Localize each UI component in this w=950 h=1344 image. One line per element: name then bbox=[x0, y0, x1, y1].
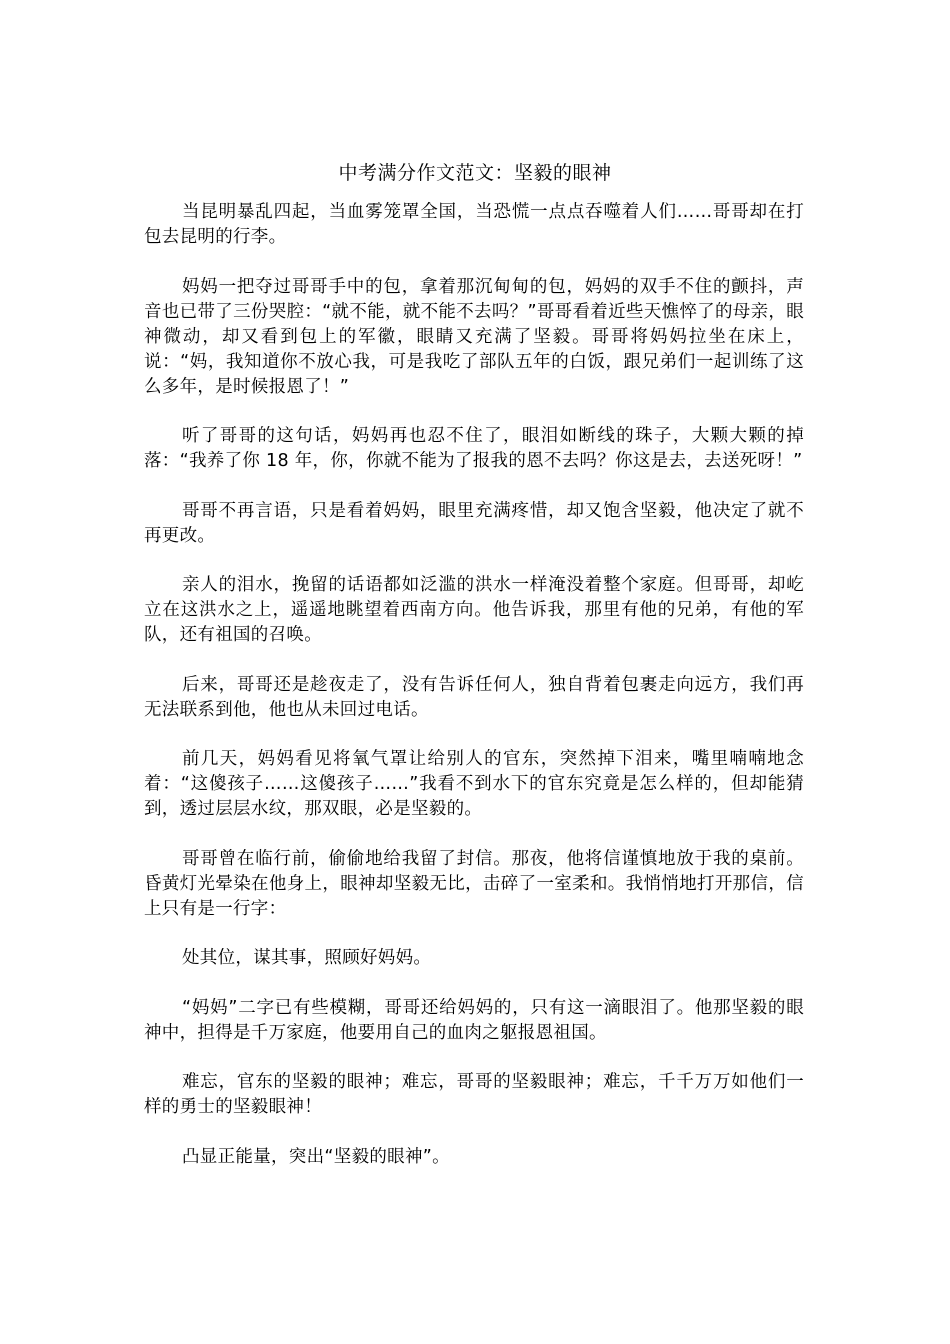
paragraph: 亲人的泪水，挽留的话语都如泛滥的洪水一样淹没着整个家庭。但哥哥，却屹立在这洪水之上，遥遥地眺望着西南方向。他告诉我，那里有他的兄弟，有他的军队，还有祖国的召唤。 bbox=[144, 575, 804, 645]
paragraph: 凸显正能量，突出“坚毅的眼神”。 bbox=[182, 1146, 450, 1167]
paragraph: 后来，哥哥还是趁夜走了，没有告诉任何人，独自背着包裹走向远方，我们再无法联系到他，他也从未回过电话。 bbox=[144, 674, 804, 720]
paragraph: 处其位，谋其事，照顾好妈妈。 bbox=[182, 948, 432, 968]
paragraph: “妈妈”二字已有些模糊，哥哥还给妈妈的，只有这一滴眼泪了。他那坚毅的眼神中，担得是千万家庭，他要用自己的血肉之躯报恩祖国。 bbox=[144, 997, 804, 1043]
paragraph: 哥哥曾在临行前，偷偷地给我留了封信。那夜，他将信谨慎地放于我的桌前。昏黄灯光晕染在他身上，眼神却坚毅无比，击碎了一室柔和。我悄悄地打开那信，信上只有是一行字： bbox=[144, 848, 804, 919]
paragraph: 前几天，妈妈看见将氧气罩让给别人的官东，突然掉下泪来，嘴里喃喃地念着：“这傻孩子……这傻孩子……”我看不到水下的官东究竟是怎么样的，但却能猜到，透过层层水纹，那双眼，必是坚毅的。 bbox=[144, 749, 804, 819]
document-title: 中考满分作文范文：坚毅的眼神 bbox=[338, 162, 612, 184]
paragraph: 当昆明暴乱四起，当血雾笼罩全国，当恐慌一点点吞噬着人们……哥哥却在打包去昆明的行李。 bbox=[144, 202, 804, 247]
paragraph: 哥哥不再言语，只是看着妈妈，眼里充满疼惜，却又饱含坚毅，他决定了就不再更改。 bbox=[144, 500, 804, 546]
document-body bbox=[144, 200, 804, 1194]
paragraph: 妈妈一把夺过哥哥手中的包，拿着那沉甸甸的包，妈妈的双手不住的颤抖，声音也已带了三份哭腔：“就不能，就不能不去吗？”哥哥看着近些天憔悴了的母亲，眼神微动，却又看到包上的军徽，眼睛又充满了坚毅。哥哥将妈妈拉坐在床上，说：“妈，我知道你不放心我，可是我吃了部队五年的白饭，跟兄弟们一起训练了这么多年，是时候报恩了！” bbox=[144, 276, 804, 397]
paragraph: 听了哥哥的这句话，妈妈再也忍不住了，眼泪如断线的珠子，大颗大颗的掉落：“我养了你 18 年，你，你就不能为了报我的恩不去吗？你这是去，去送死呀！” bbox=[144, 426, 804, 471]
paragraph: 难忘，官东的坚毅的眼神；难忘，哥哥的坚毅眼神；难忘，千千万万如他们一样的勇士的坚毅眼神！ bbox=[144, 1072, 804, 1117]
